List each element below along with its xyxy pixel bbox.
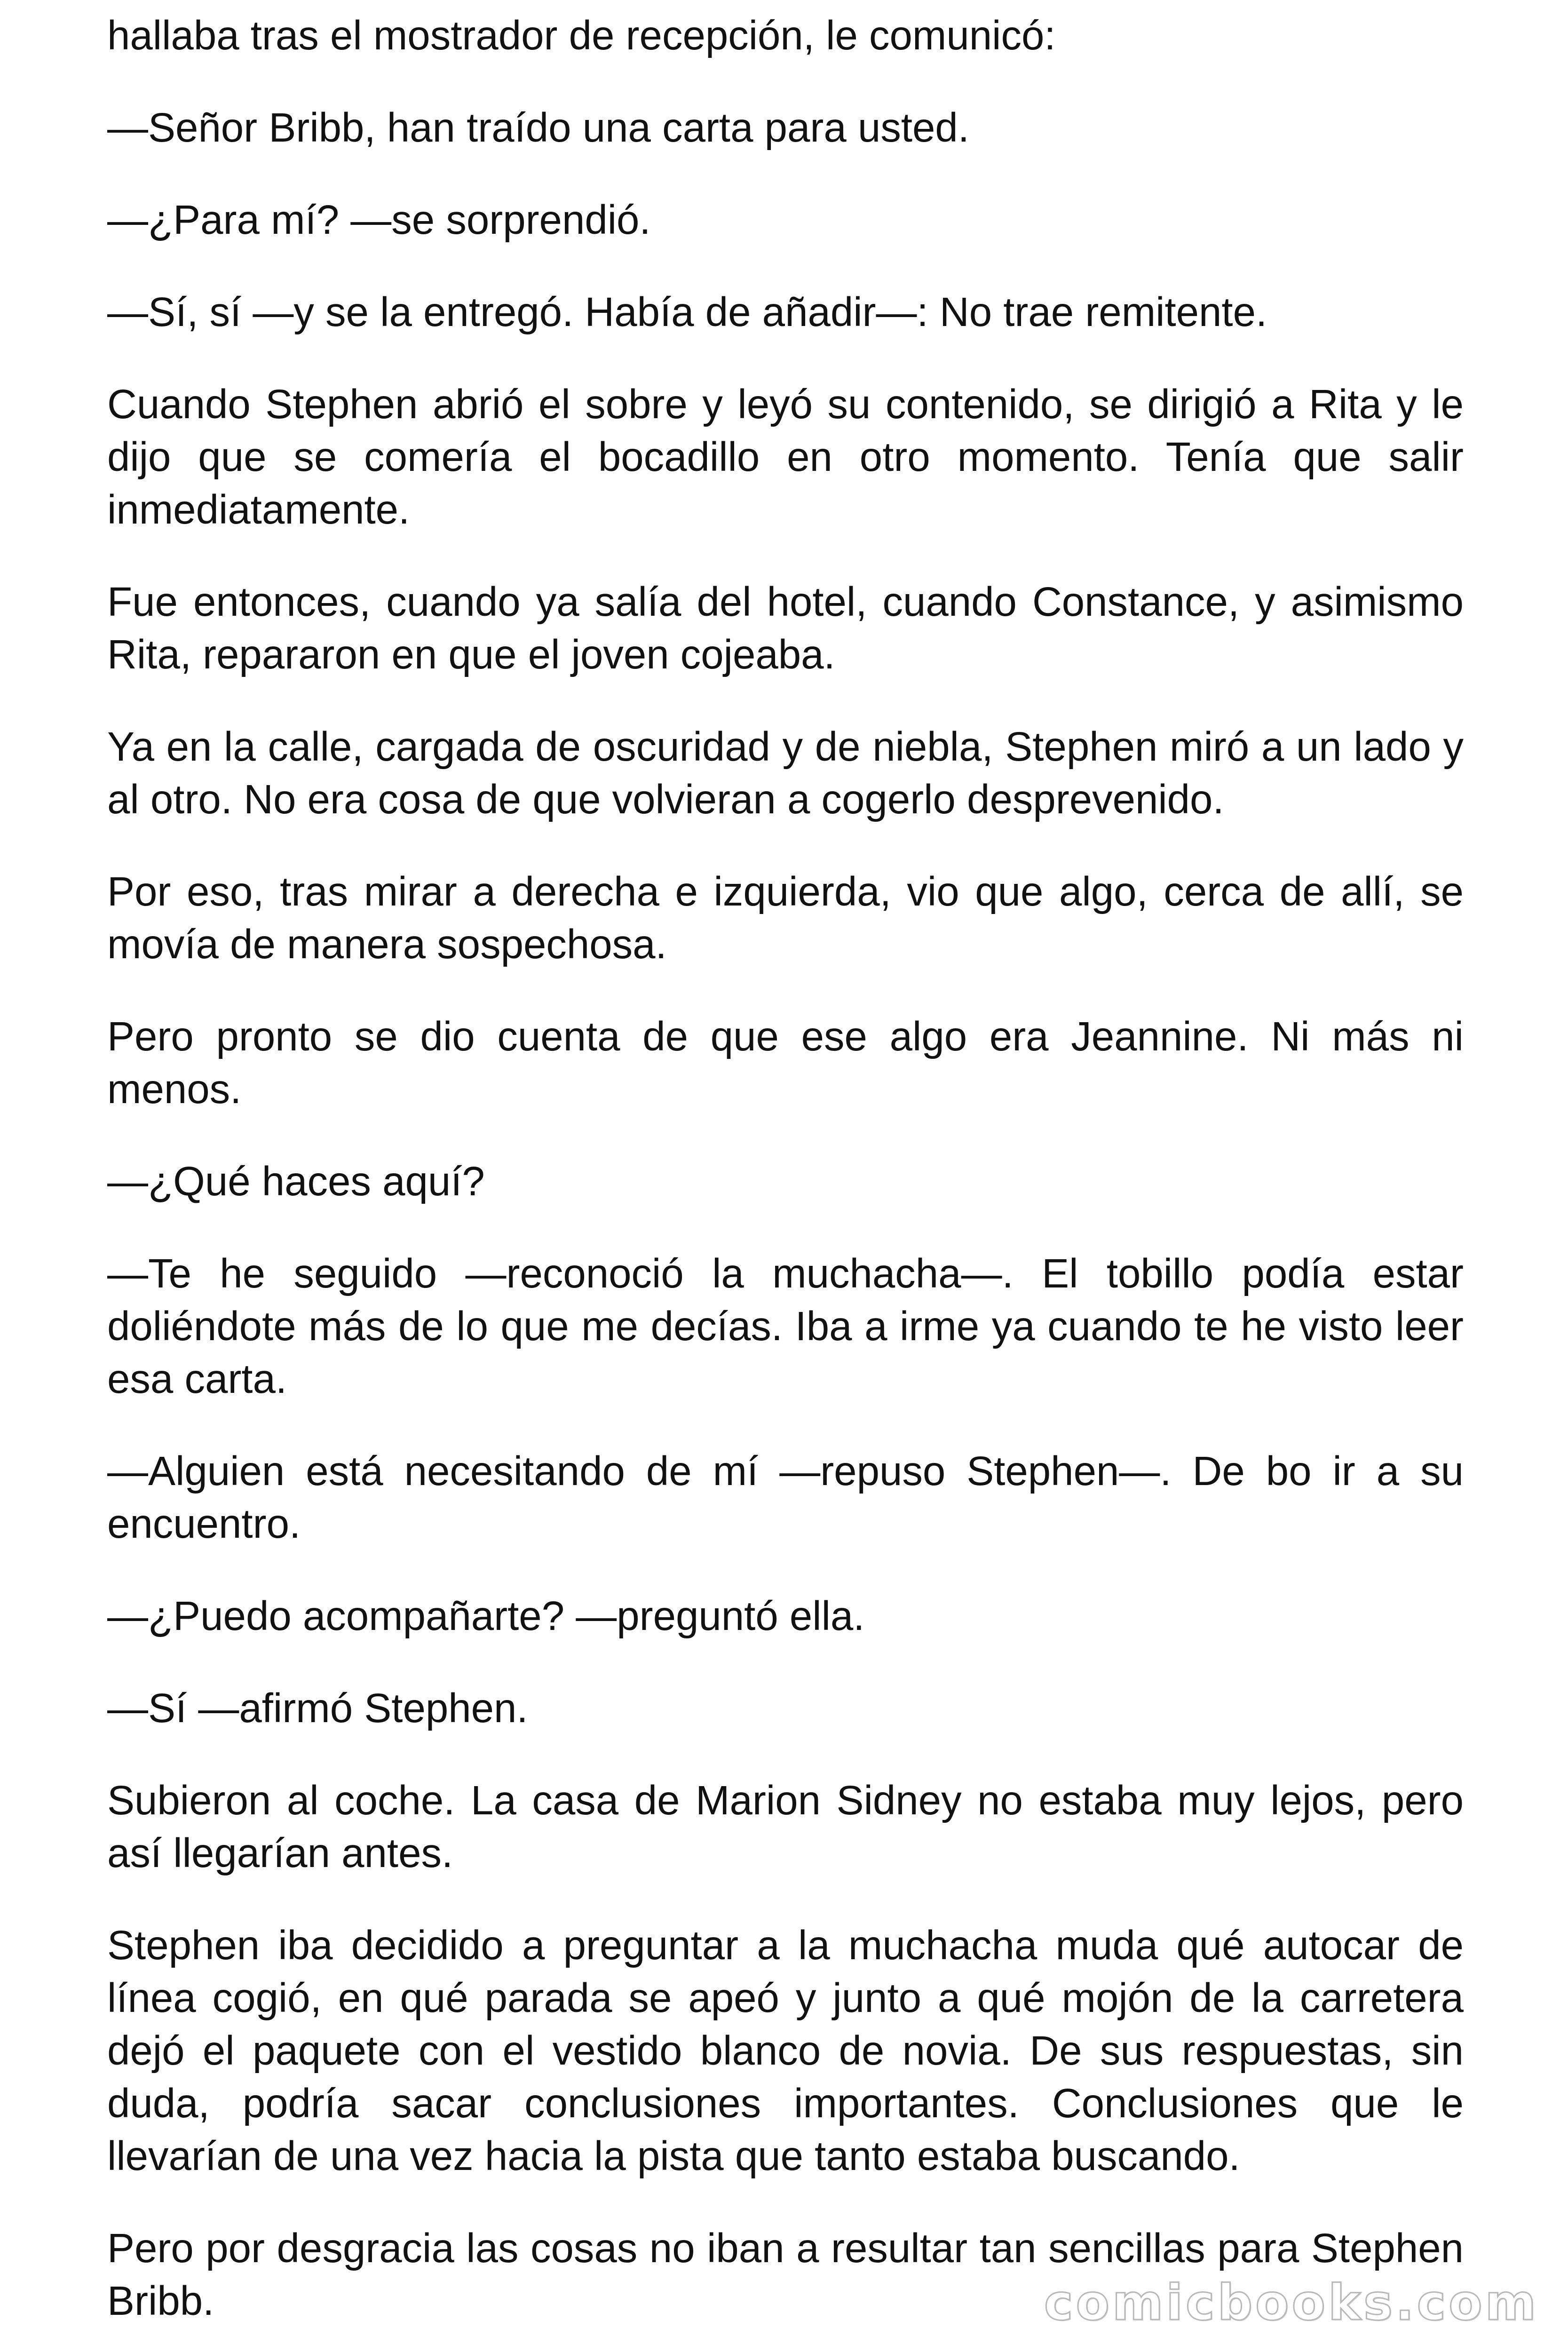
paragraph: —Sí —afirmó Stephen.	[107, 1685, 528, 1731]
paragraph: —Sí, sí —y se la entregó. Había de añadir—: No trae remitente.	[107, 289, 1267, 335]
paragraph: Cuando Stephen abrió el sobre y leyó su contenido, se dirigió a Rita y le dijo que se comería el bocadillo en otro momento. Tenía que salir inmediatamente.	[107, 381, 1464, 532]
body-text	[107, 9, 1464, 2352]
paragraph: —¿Puedo acompañarte? —preguntó ella.	[107, 1593, 865, 1639]
paragraph: Pero por desgracia las cosas no iban a resultar tan sencillas para Stephen Bribb.	[107, 2225, 1464, 2324]
paragraph: —Señor Bribb, han traído una carta para usted.	[107, 105, 969, 151]
paragraph: Por eso, tras mirar a derecha e izquierda, vio que algo, cerca de allí, se movía de manera sospechosa.	[107, 869, 1464, 967]
paragraph: —¿Qué haces aquí?	[107, 1159, 485, 1204]
paragraph: —Te he seguido —reconoció la muchacha—. El tobillo podía estar doliéndote más de lo que me decías. Iba a irme ya cuando te he visto leer esa carta.	[107, 1251, 1464, 1402]
paragraph: Ya en la calle, cargada de oscuridad y de niebla, Stephen miró a un lado y al otro. No era cosa de que volvieran a cogerlo desprevenido.	[107, 724, 1464, 822]
watermark: comicbooks.com	[1044, 2274, 1539, 2331]
paragraph: hallaba tras el mostrador de recepción, le comunicó:	[107, 13, 1056, 58]
paragraph: Pero pronto se dio cuenta de que ese algo era Jeannine. Ni más ni menos.	[107, 1014, 1464, 1112]
paragraph: Subieron al coche. La casa de Marion Sidney no estaba muy lejos, pero así llegarían antes.	[107, 1778, 1464, 1876]
paragraph: —Alguien está necesitando de mí —repuso Stephen—. De bo ir a su encuentro.	[107, 1448, 1464, 1547]
paragraph: —¿Para mí? —se sorprendió.	[107, 197, 651, 243]
paragraph: Fue entonces, cuando ya salía del hotel, cuando Constance, y asimismo Rita, repararon en que el joven cojeaba.	[107, 579, 1464, 677]
paragraph: Stephen iba decidido a preguntar a la muchacha muda qué autocar de línea cogió, en qué parada se apeó y junto a qué mojón de la carretera dejó el paquete con el vestido blanco de novia. De sus respuestas, sin duda, podría sacar conclusiones importantes. Conclusiones que le llevarían de una vez hacia la pista que tanto estaba buscando.	[107, 1923, 1464, 2179]
